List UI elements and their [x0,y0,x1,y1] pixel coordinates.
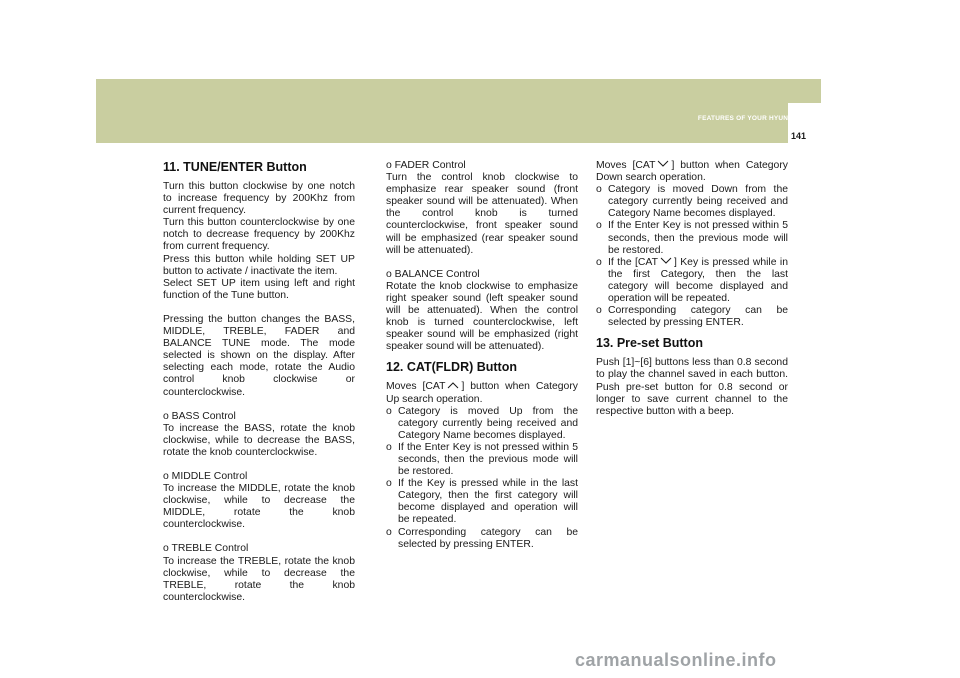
header-band [96,79,821,143]
bass-title: o BASS Control [163,410,236,422]
column-3 [596,160,788,418]
chapter-number: 1 [797,102,809,124]
fader-text: Turn the control knob clockwise to emphasize rear speaker sound (front speaker sound will be attenuated). When the control knob is turned counterclockwise, front speaker sound will be emphasized (rear speaker sound will be attenuated). [386,172,578,256]
watermark: carmanualsonline.info [575,650,777,670]
list-item: o If the Key is pressed while in the last Category, then the first category will become displayed and operation will be repeated. [386,478,578,526]
list-item: o Category is moved Up from the category currently being received and Category Name becomes displayed. [386,405,578,441]
treble-title: o TREBLE Control [163,543,249,555]
middle-text: To increase the MIDDLE, rotate the knob clockwise, while to decrease the MIDDLE, rotate the knob counterclockwise. [163,483,355,531]
balance-text: Rotate the knob clockwise to emphasize right speaker sound (left speaker sound will be attenuated). When the control knob is turned counterclockwise, left speaker sound will be emphasized (right speaker sound will be attenuated). [386,280,578,353]
paragraph: Turn this button clockwise by one notch to increase frequency by 200Khz from current frequency. [163,181,355,217]
fader-title: o FADER Control [386,160,466,171]
cat-down-intro: Moves [CAT ] button when Category Down search operation. [596,160,788,184]
paragraph: Pressing the button changes the BASS, MIDDLE, TREBLE, FADER and BALANCE TUNE mode. The mode selected is shown on the display. After selecting each mode, rotate the Audio control knob clockwise or counterclockwise. [163,313,355,398]
heading-preset: 13. Pre-set Button [596,336,703,351]
chevron-up-icon [447,381,459,389]
chevron-down-icon [657,160,669,168]
paragraph: Select SET UP item using left and right function of the Tune button. [163,277,355,301]
paragraph: Turn this button counterclockwise by one notch to decrease frequency by 200Khz from current frequency. [163,217,355,253]
bass-text: To increase the BASS, rotate the knob clockwise, while to decrease the BASS, rotate the knob counterclockwise. [163,422,355,458]
column-1 [163,160,355,604]
list-item: o Corresponding category can be selected by pressing ENTER. [386,526,578,550]
chevron-down-icon [660,257,672,265]
list-item: o Category is moved Down from the category currently being received and Category Name becomes displayed. [596,184,788,220]
list-item: o Corresponding category can be selected by pressing ENTER. [596,305,788,329]
page-number: 141 [791,131,807,141]
cat-up-intro: Moves [CAT ] button when Category Up search operation. [386,381,578,405]
paragraph: Push [1]~[6] buttons less than 0.8 second to play the channel saved in each button. Push pre-set button for 0.8 second or longer to save current channel to the respective button with a beep. [596,357,788,417]
heading-tune-enter: 11. TUNE/ENTER Button [163,160,307,174]
middle-title: o MIDDLE Control [163,470,248,482]
paragraph: Press this button while holding SET UP button to activate / inactivate the item. [163,253,355,277]
treble-text: To increase the TREBLE, rotate the knob clockwise, while to decrease the TREBLE, rotate the knob counterclockwise. [163,555,355,603]
column-2 [386,160,578,551]
section-label: FEATURES OF YOUR HYUNDAI [697,115,800,122]
list-item: o If the Enter Key is not pressed within 5 seconds, then the previous mode will be restored. [596,220,788,256]
heading-cat-fldr: 12. CAT(FLDR) Button [386,360,517,375]
balance-title: o BALANCE Control [386,268,480,280]
list-item: o If the [CAT ] Key is pressed while in the first Category, then the last category will become displayed and operation will be repeated. [596,256,788,305]
list-item: o If the Enter Key is not pressed within 5 seconds, then the previous mode will be restored. [386,441,578,478]
